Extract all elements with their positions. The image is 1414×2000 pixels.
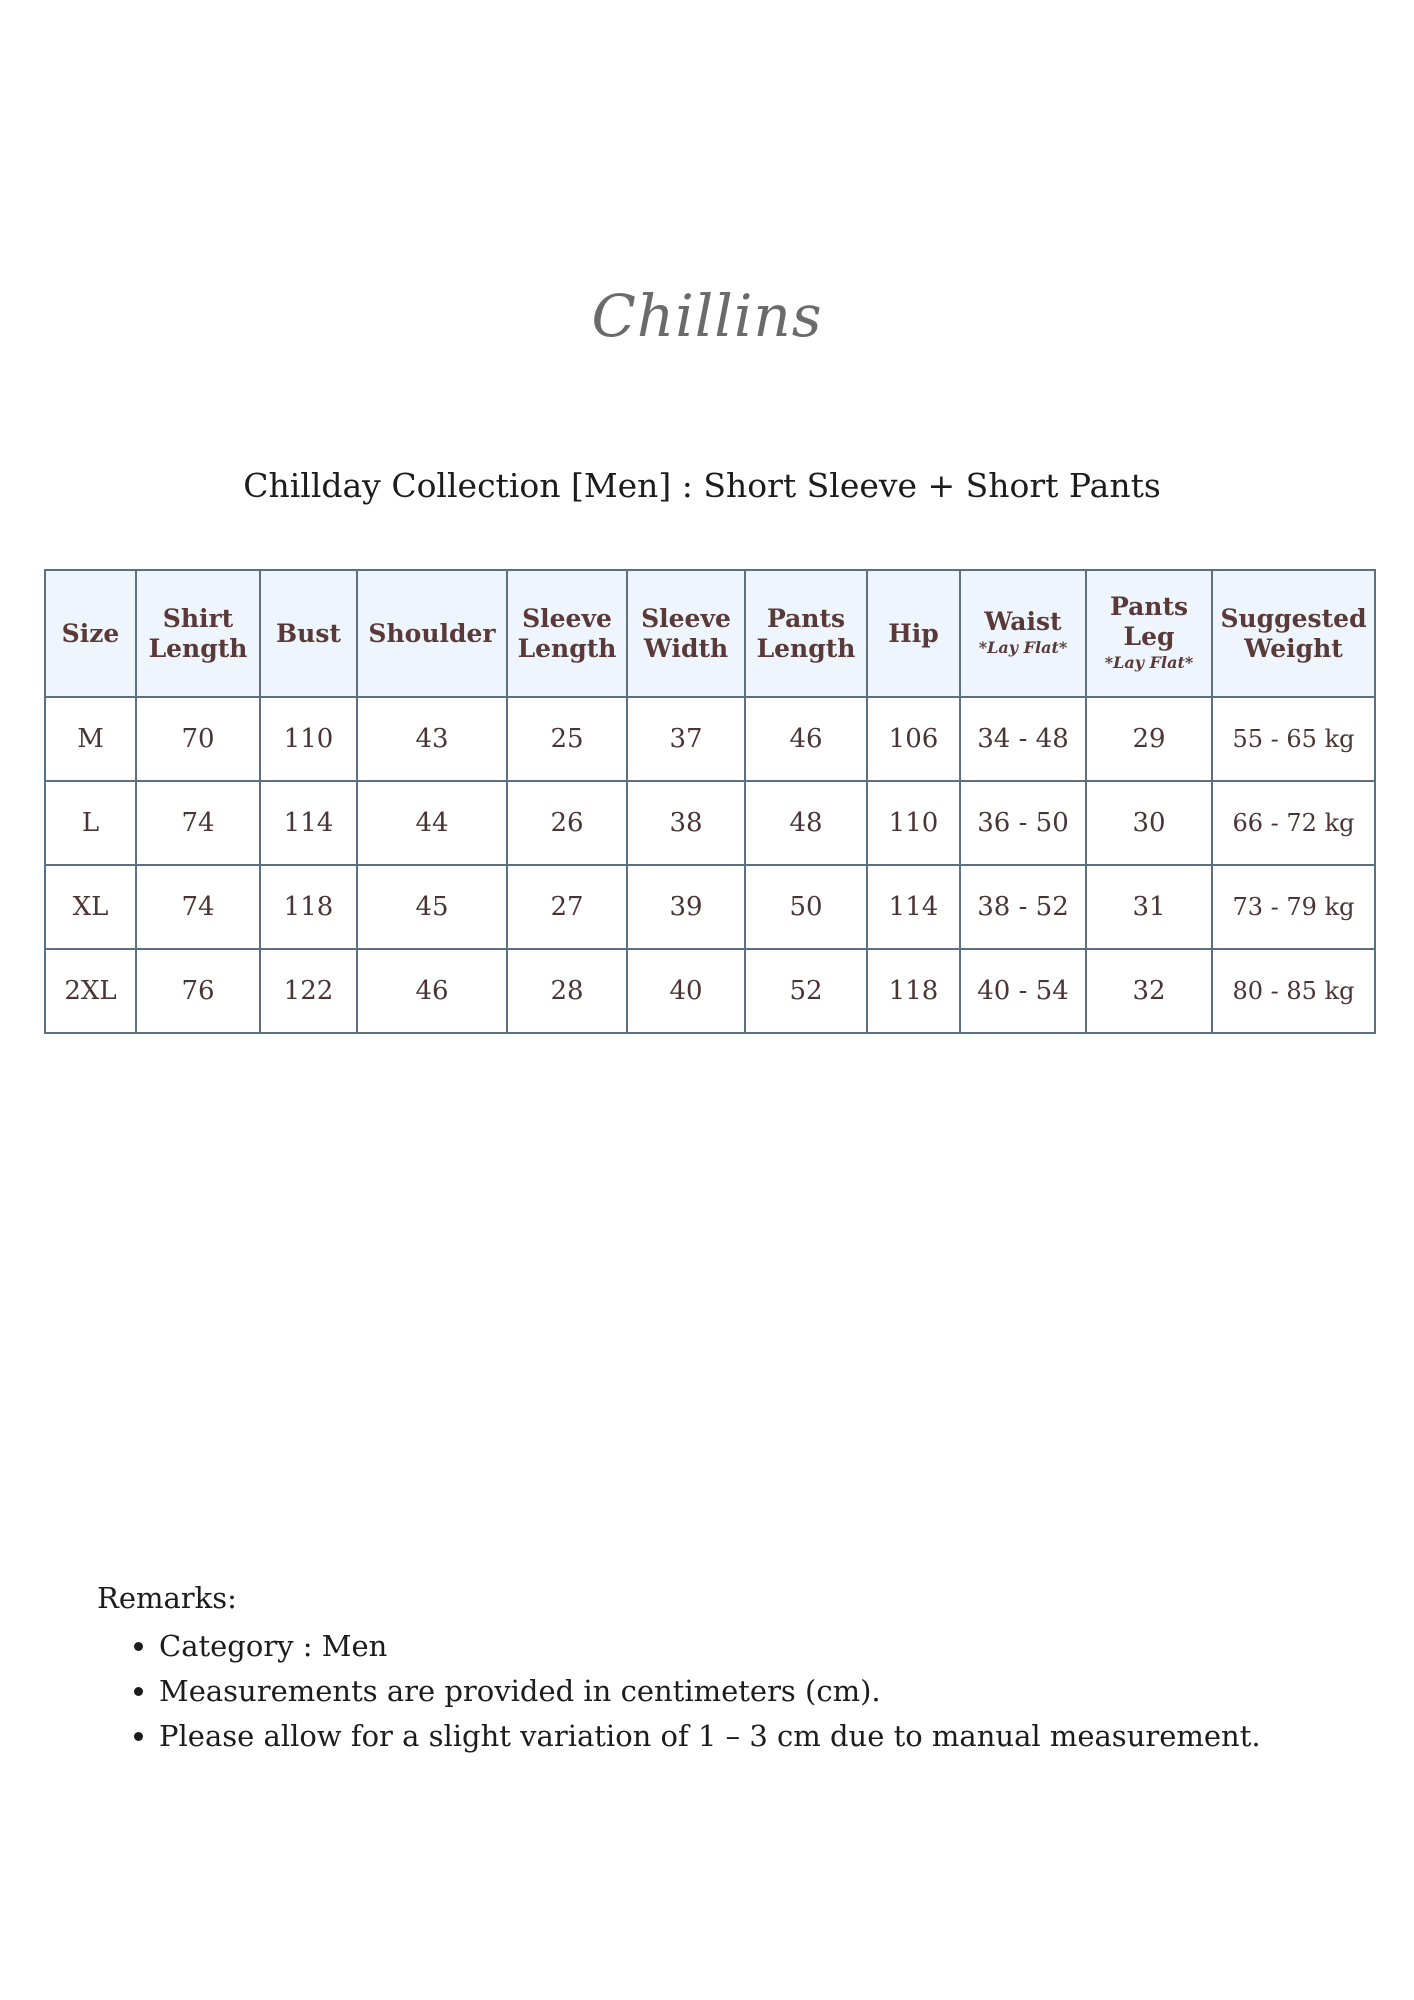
cell-sleeve-width: 39 — [627, 865, 745, 949]
cell-shirt-length: 74 — [136, 865, 260, 949]
remarks-title: Remarks: — [97, 1581, 237, 1615]
header-waist — [960, 570, 1086, 697]
table-row — [45, 949, 1375, 1033]
header-shirt-length — [136, 570, 260, 697]
cell-shirt-length: 74 — [136, 781, 260, 865]
cell-shoulder: 46 — [357, 949, 507, 1033]
header-note: *Lay Flat* — [978, 638, 1068, 658]
header-pants-length — [745, 570, 867, 697]
cell-pants-length: 48 — [745, 781, 867, 865]
cell-waist: 36 - 50 — [960, 781, 1086, 865]
header-label: Pants Length — [756, 603, 856, 663]
cell-hip: 110 — [867, 781, 960, 865]
cell-suggested-weight: 55 - 65 kg — [1212, 697, 1375, 781]
header-label: Sleeve Length — [517, 603, 617, 663]
header-bust — [260, 570, 357, 697]
cell-hip: 118 — [867, 949, 960, 1033]
header-label: Hip — [888, 618, 939, 648]
header-hip — [867, 570, 960, 697]
cell-pants-leg: 30 — [1086, 781, 1212, 865]
cell-hip: 114 — [867, 865, 960, 949]
cell-shirt-length: 70 — [136, 697, 260, 781]
cell-size: L — [45, 781, 136, 865]
cell-waist: 40 - 54 — [960, 949, 1086, 1033]
remarks-section — [97, 1578, 1297, 1759]
cell-waist: 38 - 52 — [960, 865, 1086, 949]
table-header-row — [45, 570, 1375, 697]
header-label: Pants Leg — [1109, 592, 1189, 652]
header-label: Size — [61, 618, 120, 648]
cell-bust: 122 — [260, 949, 357, 1033]
cell-bust: 118 — [260, 865, 357, 949]
cell-suggested-weight: 73 - 79 kg — [1212, 865, 1375, 949]
cell-size: XL — [45, 865, 136, 949]
cell-sleeve-length: 25 — [507, 697, 627, 781]
cell-pants-leg: 31 — [1086, 865, 1212, 949]
cell-sleeve-length: 28 — [507, 949, 627, 1033]
table-row — [45, 865, 1375, 949]
cell-pants-length: 46 — [745, 697, 867, 781]
remarks-list — [97, 1624, 1297, 1759]
cell-sleeve-length: 27 — [507, 865, 627, 949]
cell-sleeve-length: 26 — [507, 781, 627, 865]
header-label: Suggested Weight — [1220, 603, 1367, 663]
remarks-item: • Category : Men — [159, 1624, 1297, 1669]
header-sleeve-width — [627, 570, 745, 697]
cell-pants-leg: 32 — [1086, 949, 1212, 1033]
cell-shoulder: 43 — [357, 697, 507, 781]
header-shoulder — [357, 570, 507, 697]
cell-shirt-length: 76 — [136, 949, 260, 1033]
remarks-item: • Measurements are provided in centimeters (cm). — [159, 1669, 1297, 1714]
header-label: Sleeve Width — [641, 603, 731, 663]
cell-pants-length: 50 — [745, 865, 867, 949]
cell-shoulder: 45 — [357, 865, 507, 949]
header-suggested-weight — [1212, 570, 1375, 697]
table-row — [45, 781, 1375, 865]
cell-waist: 34 - 48 — [960, 697, 1086, 781]
cell-hip: 106 — [867, 697, 960, 781]
cell-pants-leg: 29 — [1086, 697, 1212, 781]
header-label: Shirt Length — [148, 603, 248, 663]
header-pants-leg — [1086, 570, 1212, 697]
cell-size: 2XL — [45, 949, 136, 1033]
cell-bust: 110 — [260, 697, 357, 781]
header-label: Shoulder — [368, 618, 496, 648]
size-chart-table — [44, 569, 1376, 1034]
table-header — [45, 570, 1375, 697]
cell-sleeve-width: 38 — [627, 781, 745, 865]
header-sleeve-length — [507, 570, 627, 697]
table-body — [45, 697, 1375, 1033]
header-label: Waist — [984, 607, 1062, 637]
remarks-item: • Please allow for a slight variation of 1 – 3 cm due to manual measurement. — [159, 1714, 1297, 1759]
cell-sleeve-width: 40 — [627, 949, 745, 1033]
header-label: Bust — [276, 618, 341, 648]
brand-logo: Chillins — [591, 282, 823, 350]
cell-shoulder: 44 — [357, 781, 507, 865]
header-size — [45, 570, 136, 697]
header-note: *Lay Flat* — [1104, 653, 1194, 673]
cell-suggested-weight: 66 - 72 kg — [1212, 781, 1375, 865]
cell-bust: 114 — [260, 781, 357, 865]
cell-sleeve-width: 37 — [627, 697, 745, 781]
cell-suggested-weight: 80 - 85 kg — [1212, 949, 1375, 1033]
cell-pants-length: 52 — [745, 949, 867, 1033]
page-title: Chillday Collection [Men] : Short Sleeve + Short Pants — [243, 466, 1161, 505]
table-row — [45, 697, 1375, 781]
cell-size: M — [45, 697, 136, 781]
